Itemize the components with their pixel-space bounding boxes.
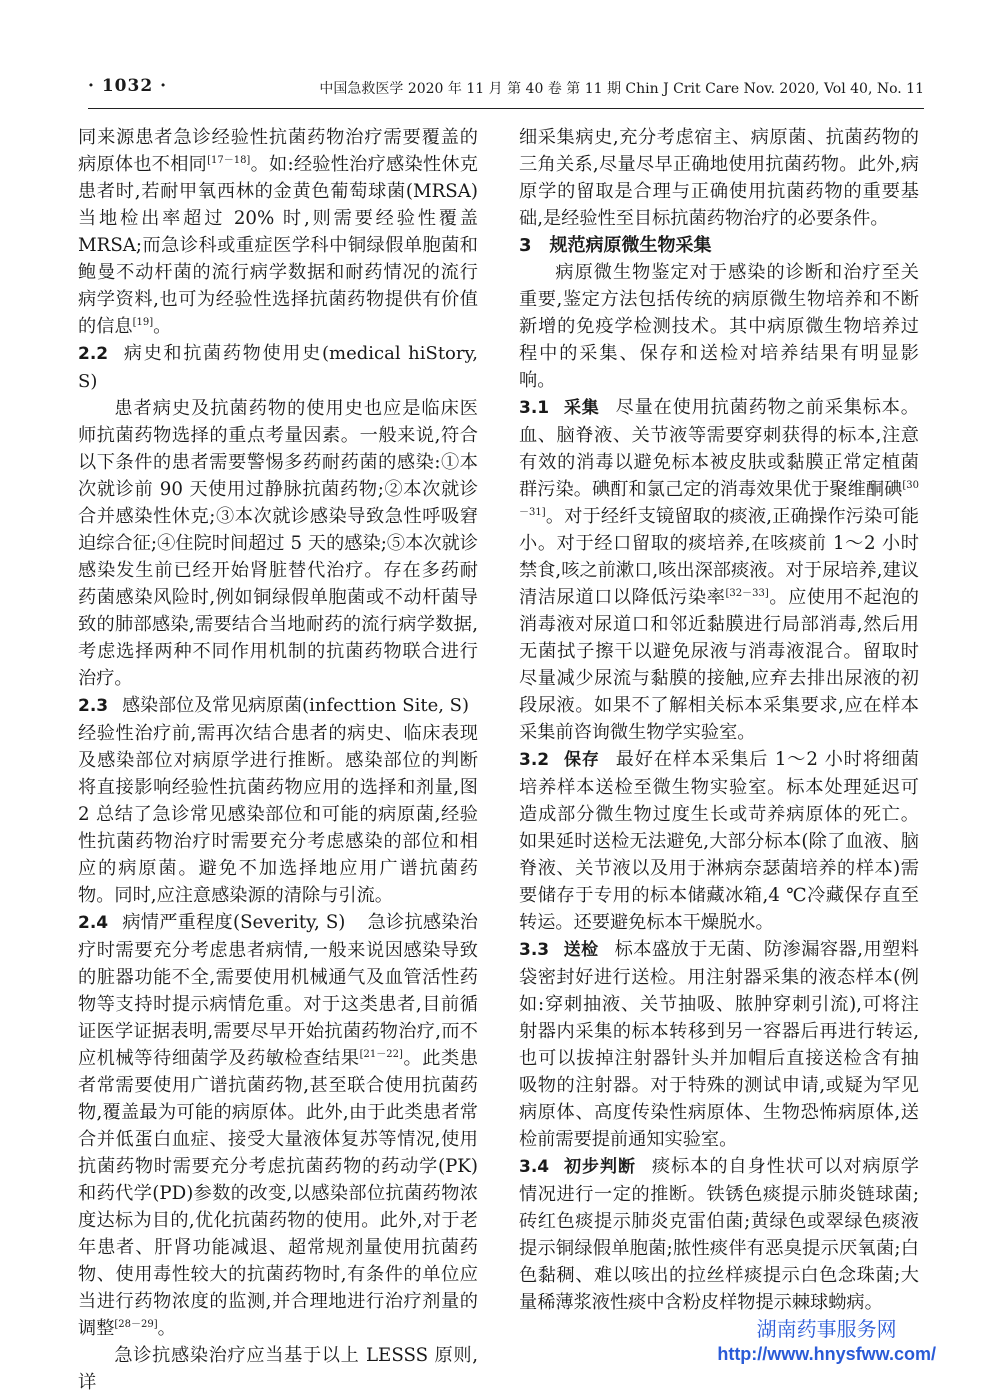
section-title: 采集 (563, 398, 600, 418)
section-number: 2.4 (78, 913, 109, 933)
citation: [32－33] (725, 587, 769, 599)
paragraph: 3.3 送检 标本盛放于无菌、防渗漏容器,用塑料袋密封好进行送检。用注射器采集的液态样本(例如:穿刺抽液、关节抽吸、脓肿穿刺引流),可将注射器内采集的标本转移到另一容器后再进行转运,也可以拔掉注射器针头并加帽后直接送检含有抽吸物的注射器。对于特殊的测试申请,或疑为罕见病原体、高度传染性病原体、生物恐怖病原体,送检前需要提前通知实验室。 (519, 939, 919, 1150)
watermark (717, 1318, 936, 1366)
paragraph: 2.4 病情严重程度(Severity, S) 急诊抗感染治疗时需要充分考虑患者病情,一般来说因感染导致的脏器功能不全,需要使用机械通气及血管活性药物等支持时提示病情危重。对于这类患者,目前循证医学证据表明,需要尽早开始抗菌药物治疗,而不应机械等待细菌学及药敏检查结果[21－22]。此类患者常需要使用广谱抗菌药物,甚至联合使用抗菌药物,覆盖最为可能的病原体。此外,由于此类患者常合并低蛋白血症、接受大量液体复苏等情况,使用抗菌药物时需要充分考虑抗菌药物的药动学(PK)和药代学(PD)参数的改变,以感染部位抗菌药物浓度达标为目的,优化抗菌药物的使用。此外,对于老年患者、肝肾功能减退、超常规剂量使用抗菌药物、使用毒性较大的抗菌药物时,有条件的单位应当进行药物浓度的监测,并合理地进行治疗剂量的调整[28－29]。 (78, 912, 478, 1339)
citation: [17－18] (207, 154, 251, 166)
paragraph: 经验性治疗前,需再次结合患者的病史、临床表现及感染部位对病原学进行推断。感染部位的判断将直接影响经验性抗菌药物应用的选择和剂量,图 2 总结了急诊常见感染部位和可能的病原菌,经验性抗菌药物治疗时需要充分考虑感染的部位和相应的病原菌。避免不加选择地应用广谱抗菌药物。同时,应注意感染源的清除与引流。 (78, 723, 478, 906)
section-number: 3.4 (519, 1157, 550, 1177)
section-heading-2-3 (78, 692, 478, 720)
header-rule (88, 108, 924, 109)
section-number: 2.2 (78, 344, 109, 364)
citation: [21－22] (359, 1048, 403, 1060)
section-heading-2-2 (78, 340, 478, 395)
section-title: 规范病原微生物采集 (549, 235, 712, 256)
paragraph: 急诊抗感染治疗应当基于以上 LESSS 原则,详 (78, 1345, 478, 1393)
section-number: 3.3 (519, 940, 550, 960)
section-number: 3 (519, 235, 532, 256)
section-title: 病史和抗菌药物使用史(medical hiStory, S) (78, 343, 478, 392)
section-title: 保存 (563, 750, 600, 770)
section-number: 3.2 (519, 750, 550, 770)
citation: [19] (132, 316, 154, 328)
watermark-url: http://www.hnysfww.com/ (717, 1344, 936, 1364)
right-column (519, 124, 919, 1316)
paragraph: 患者病史及抗菌药物的使用史也应是临床医师抗菌药物选择的重点考量因素。一般来说,符合以下条件的患者需要警惕多药耐药菌的感染:①本次就诊前 90 天使用过静脉抗菌药物;②本次就诊合并感染性休克;③本次就诊感染导致急性呼吸窘迫综合征;④住院时间超过 5 天的感染;⑤本次就诊感染发生前已经开始肾脏替代治疗。存在多药耐药菌感染风险时,例如铜绿假单胞菌或不动杆菌导致的肺部感染,需要结合当地耐药的流行病学数据,考虑选择两种不同作用机制的抗菌药物联合进行治疗。 (78, 398, 478, 689)
page-number: · 1032 · (88, 76, 167, 96)
section-title: 病情严重程度(Severity, S) (122, 912, 346, 933)
left-column (78, 124, 478, 1396)
citation: [30－31] (519, 479, 919, 518)
section-title: 送检 (563, 940, 599, 960)
paragraph: 3.2 保存 最好在样本采集后 1～2 小时将细菌培养样本送检至微生物实验室。标本处理延迟可造成部分微生物过度生长或苛养病原体的死亡。如果延时送检无法避免,大部分标本(除了血液、脑脊液、关节液以及用于淋病奈瑟菌培养的样本)需要储存于专用的标本储藏冰箱,4 ℃冷藏保存直至转运。还要避免标本干燥脱水。 (519, 749, 920, 933)
citation: [28－29] (114, 1318, 158, 1330)
paragraph: 细采集病史,充分考虑宿主、病原菌、抗菌药物的三角关系,尽量尽早正确地使用抗菌药物。此外,病原学的留取是合理与正确使用抗菌药物的重要基础,是经验性至目标抗菌药物治疗的必要条件。 (519, 127, 919, 229)
section-title: 初步判断 (563, 1157, 636, 1177)
paragraph: 3.1 采集 尽量在使用抗菌药物之前采集标本。血、脑脊液、关节液等需要穿刺获得的标本,注意有效的消毒以避免标本被皮肤或黏膜正常定植菌群污染。碘酊和氯己定的消毒效果优于聚维酮碘[30－31]。对于经纤支镜留取的痰液,正确操作污染可能小。对于经口留取的痰培养,在咳痰前 1～2 小时禁食,咳之前漱口,咳出深部痰液。对于尿培养,建议清洁尿道口以降低污染率[32－33]。应使用不起泡的消毒液对尿道口和邻近黏膜进行局部消毒,然后用无菌拭子擦干以避免尿液与消毒液混合。留取时尽量减少尿流与黏膜的接触,应弃去排出尿液的初段尿液。如果不了解相关标本采集要求,应在样本采集前咨询微生物学实验室。 (519, 397, 919, 743)
paragraph: 3.4 初步判断 痰标本的自身性状可以对病原学情况进行一定的推断。铁锈色痰提示肺炎链球菌;砖红色痰提示肺炎克雷伯菌;黄绿色或翠绿色痰液提示铜绿假单胞菌;脓性痰伴有恶臭提示厌氧菌;白色黏稠、难以咳出的拉丝样痰提示白色念珠菌;大量稀薄浆液性痰中含粉皮样物提示棘球蚴病。 (519, 1156, 919, 1313)
watermark-name: 湖南药事服务网 (756, 1319, 897, 1341)
paragraph: 同来源患者急诊经验性抗菌药物治疗需要覆盖的病原体也不相同[17－18]。如:经验性治疗感染性休克患者时,若耐甲氧西林的金黄色葡萄球菌(MRSA)当地检出率超过 20% 时,则需要经验性覆盖 MRSA;而急诊科或重症医学科中铜绿假单胞菌和鲍曼不动杆菌的流行病学数据和耐药情况的流行病学资料,也可为经验性选择抗菌药物提供有价值的信息[19]。 (78, 127, 478, 337)
paragraph: 病原微生物鉴定对于感染的诊断和治疗至关重要,鉴定方法包括传统的病原微生物培养和不断新增的免疫学检测技术。其中病原微生物培养过程中的采集、保存和送检对培养结果有明显影响。 (519, 262, 919, 391)
page-header (88, 76, 924, 106)
journal-citation: 中国急救医学 2020 年 11 月 第 40 卷 第 11 期 Chin J Crit Care Nov. 2020, Vol 40, No. 11 (319, 81, 924, 97)
section-number: 3.1 (519, 398, 550, 418)
section-title: 感染部位及常见病原菌(infecttion Site, S) (122, 695, 470, 716)
section-heading-3 (519, 232, 919, 259)
section-number: 2.3 (78, 696, 109, 716)
